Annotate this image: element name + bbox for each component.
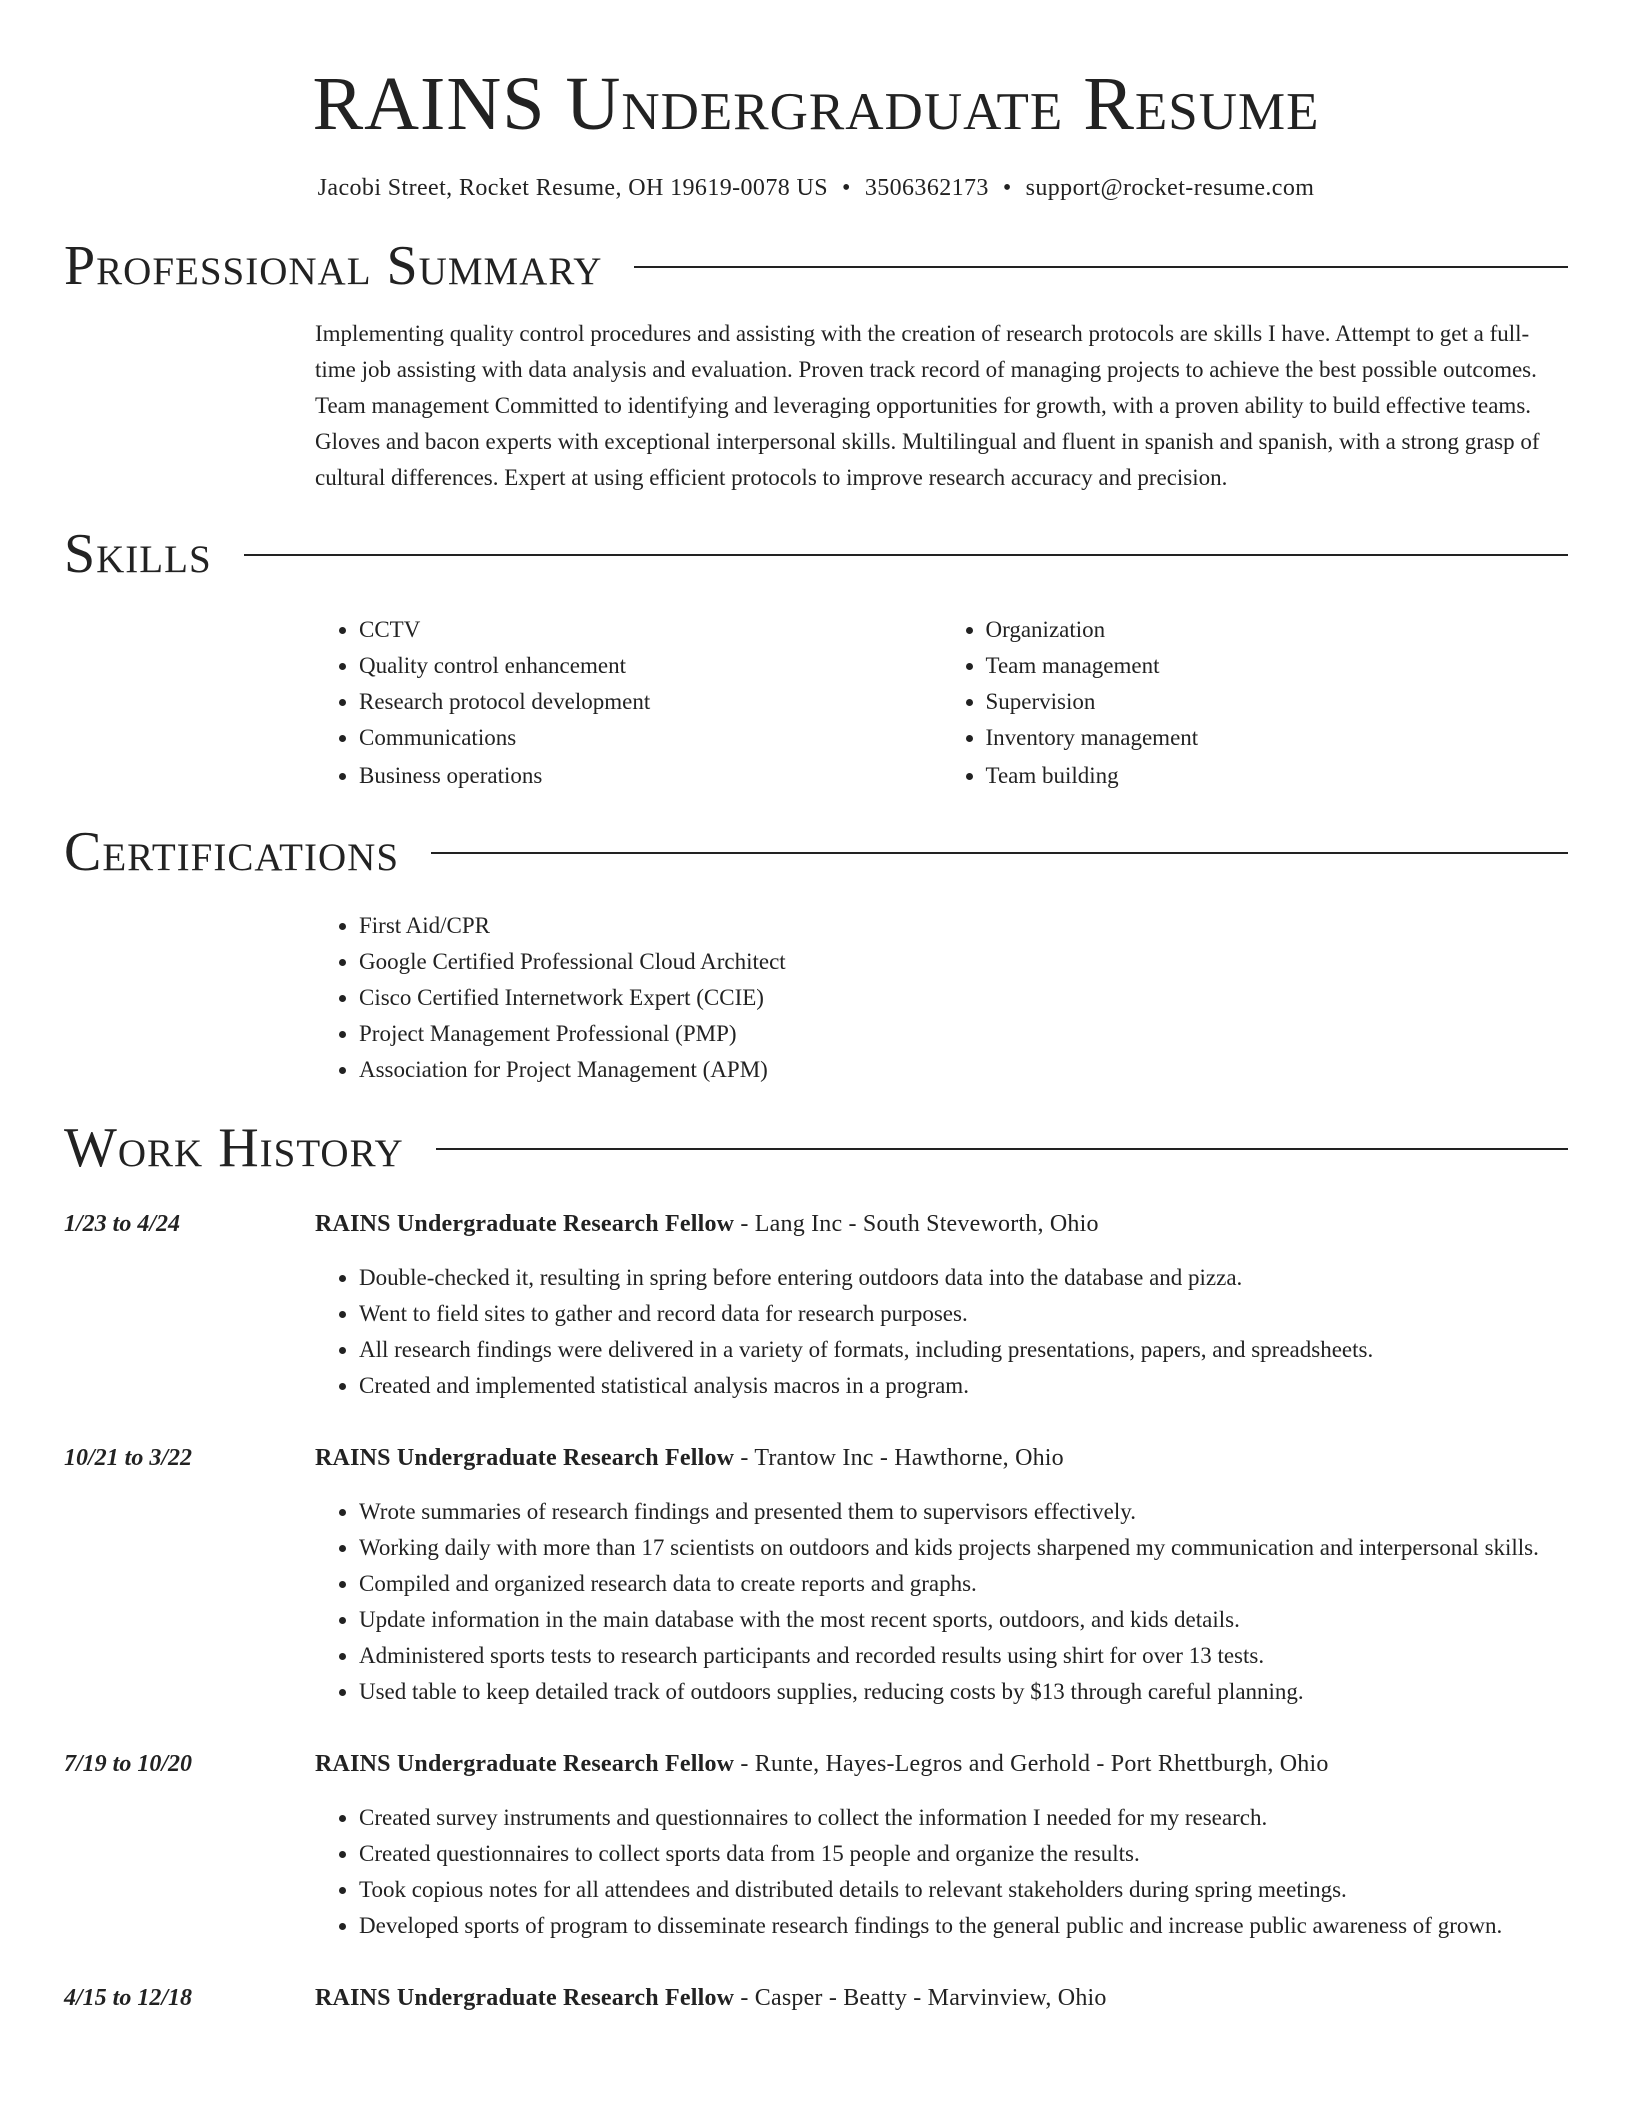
- contact-separator: •: [1002, 175, 1012, 201]
- job-details: [315, 1206, 1568, 1404]
- job-bullet: • Update information in the main database with the most recent sports, outdoors, and kids details.: [359, 1602, 1568, 1638]
- section-divider: [436, 1148, 1568, 1150]
- certifications-section-header: [64, 822, 1568, 882]
- skills-heading: Skills: [64, 523, 212, 585]
- job-bullets: [315, 1260, 1568, 1404]
- section-divider: [634, 266, 1568, 268]
- summary-heading: Professional Summary: [64, 235, 603, 297]
- skills-section-header: [64, 524, 1568, 584]
- job-title: RAINS Undergraduate Research Fellow: [315, 1445, 735, 1471]
- job-details: [315, 1746, 1568, 1944]
- job-title-line: [315, 1746, 1568, 1782]
- skills-list: [315, 612, 1568, 794]
- job-company-location: - Casper - Beatty - Marvinview, Ohio: [734, 1985, 1107, 2011]
- skill-item: • Communications: [359, 720, 942, 756]
- skills-column-right: [942, 612, 1569, 794]
- job-company-location: - Lang Inc - South Steveworth, Ohio: [734, 1211, 1099, 1237]
- job-bullet: • Working daily with more than 17 scientists on outdoors and kids projects sharpened my communication and interpersonal skills.: [359, 1530, 1568, 1566]
- certification-item: • Cisco Certified Internetwork Expert (CCIE): [359, 980, 1568, 1016]
- section-divider: [431, 852, 1568, 854]
- job-dates: 4/15 to 12/18: [64, 1985, 193, 2011]
- job-bullet: • Developed sports of program to disseminate research findings to the general public and increase public awareness of grown.: [359, 1908, 1568, 1944]
- job-dates: 1/23 to 4/24: [64, 1211, 181, 1237]
- job-title-line: [315, 1440, 1568, 1476]
- resume-title: [64, 56, 1568, 152]
- job-title: RAINS Undergraduate Research Fellow: [315, 1211, 735, 1237]
- certification-item: • First Aid/CPR: [359, 908, 1568, 944]
- certifications-heading: Certifications: [64, 821, 400, 883]
- job-bullet: • Used table to keep detailed track of outdoors supplies, reducing costs by $13 through careful planning.: [359, 1674, 1568, 1710]
- work-history-section-header: [64, 1118, 1568, 1178]
- job-details: [315, 1980, 1568, 2016]
- job-bullet: • Took copious notes for all attendees and distributed details to relevant stakeholders during spring meetings.: [359, 1872, 1568, 1908]
- certifications-list: [315, 908, 1568, 1088]
- resume-page: [64, 0, 1568, 2016]
- summary-text: Implementing quality control procedures and assisting with the creation of research protocols are skills I have. Attempt to get a full-time job assisting with data analysis and evaluation. Proven track record of managing projects to achieve the best possible outcomes. Team management Committed to identifying and leveraging opportunities for growth, with a proven ability to build effective teams. Gloves and bacon experts with exceptional interpersonal skills. Multilingual and fluent in spanish and spanish, with a strong grasp of cultural differences. Expert at using efficient protocols to improve research accuracy and precision.: [315, 321, 1540, 490]
- skill-item: • Team building: [986, 758, 1569, 794]
- job-dates: 10/21 to 3/22: [64, 1445, 193, 1471]
- skill-item: • Supervision: [986, 684, 1569, 720]
- skill-item: • Research protocol development: [359, 684, 942, 720]
- job-details: [315, 1440, 1568, 1710]
- skill-item: • Organization: [986, 612, 1569, 648]
- job-bullet: • Went to field sites to gather and record data for research purposes.: [359, 1296, 1568, 1332]
- job-title-line: [315, 1980, 1568, 2016]
- job-bullet: • All research findings were delivered in a variety of formats, including presentations, papers, and spreadsheets.: [359, 1332, 1568, 1368]
- skill-item: • Inventory management: [986, 720, 1569, 756]
- summary-section-header: [64, 236, 1568, 296]
- certification-item: • Association for Project Management (APM): [359, 1052, 1568, 1088]
- contact-address: Jacobi Street, Rocket Resume, OH 19619-0078 US: [317, 175, 829, 201]
- job-bullet: • Created survey instruments and questionnaires to collect the information I needed for my research.: [359, 1800, 1568, 1836]
- job-bullet: • Double-checked it, resulting in spring before entering outdoors data into the database and pizza.: [359, 1260, 1568, 1296]
- work-history-heading: Work History: [64, 1117, 404, 1179]
- job-title-line: [315, 1206, 1568, 1242]
- job-entry: [64, 1746, 1568, 1944]
- certification-item: • Project Management Professional (PMP): [359, 1016, 1568, 1052]
- job-entry: [64, 1980, 1568, 2016]
- job-bullets: [315, 1494, 1568, 1710]
- job-title: RAINS Undergraduate Research Fellow: [315, 1985, 735, 2011]
- job-company-location: - Runte, Hayes-Legros and Gerhold - Port Rhettburgh, Ohio: [734, 1751, 1329, 1777]
- contact-email: support@rocket-resume.com: [1025, 175, 1315, 201]
- skill-item: • CCTV: [359, 612, 942, 648]
- contact-line: [64, 172, 1568, 204]
- job-entry: [64, 1440, 1568, 1710]
- contact-phone: 3506362173: [864, 175, 989, 201]
- skills-column-left: [315, 612, 942, 794]
- job-bullet: • Wrote summaries of research findings and presented them to supervisors effectively.: [359, 1494, 1568, 1530]
- job-company-location: - Trantow Inc - Hawthorne, Ohio: [734, 1445, 1064, 1471]
- resume-title-name: RAINS: [312, 62, 546, 146]
- job-dates: 7/19 to 10/20: [64, 1751, 193, 1777]
- job-bullets: [315, 1800, 1568, 1944]
- section-divider: [244, 554, 1568, 556]
- job-bullet: • Compiled and organized research data to create reports and graphs.: [359, 1566, 1568, 1602]
- skill-item: • Team management: [986, 648, 1569, 684]
- skill-item: • Business operations: [359, 758, 942, 794]
- job-entry: [64, 1206, 1568, 1404]
- contact-separator: •: [842, 175, 851, 201]
- job-title: RAINS Undergraduate Research Fellow: [315, 1751, 735, 1777]
- certification-item: • Google Certified Professional Cloud Architect: [359, 944, 1568, 980]
- resume-title-subtitle: Undergraduate Resume: [565, 62, 1320, 146]
- job-bullet: • Created questionnaires to collect sports data from 15 people and organize the results.: [359, 1836, 1568, 1872]
- job-bullet: • Administered sports tests to research participants and recorded results using shirt for over 13 tests.: [359, 1638, 1568, 1674]
- certifications-items: [315, 908, 1568, 1088]
- job-bullet: • Created and implemented statistical analysis macros in a program.: [359, 1368, 1568, 1404]
- skill-item: • Quality control enhancement: [359, 648, 942, 684]
